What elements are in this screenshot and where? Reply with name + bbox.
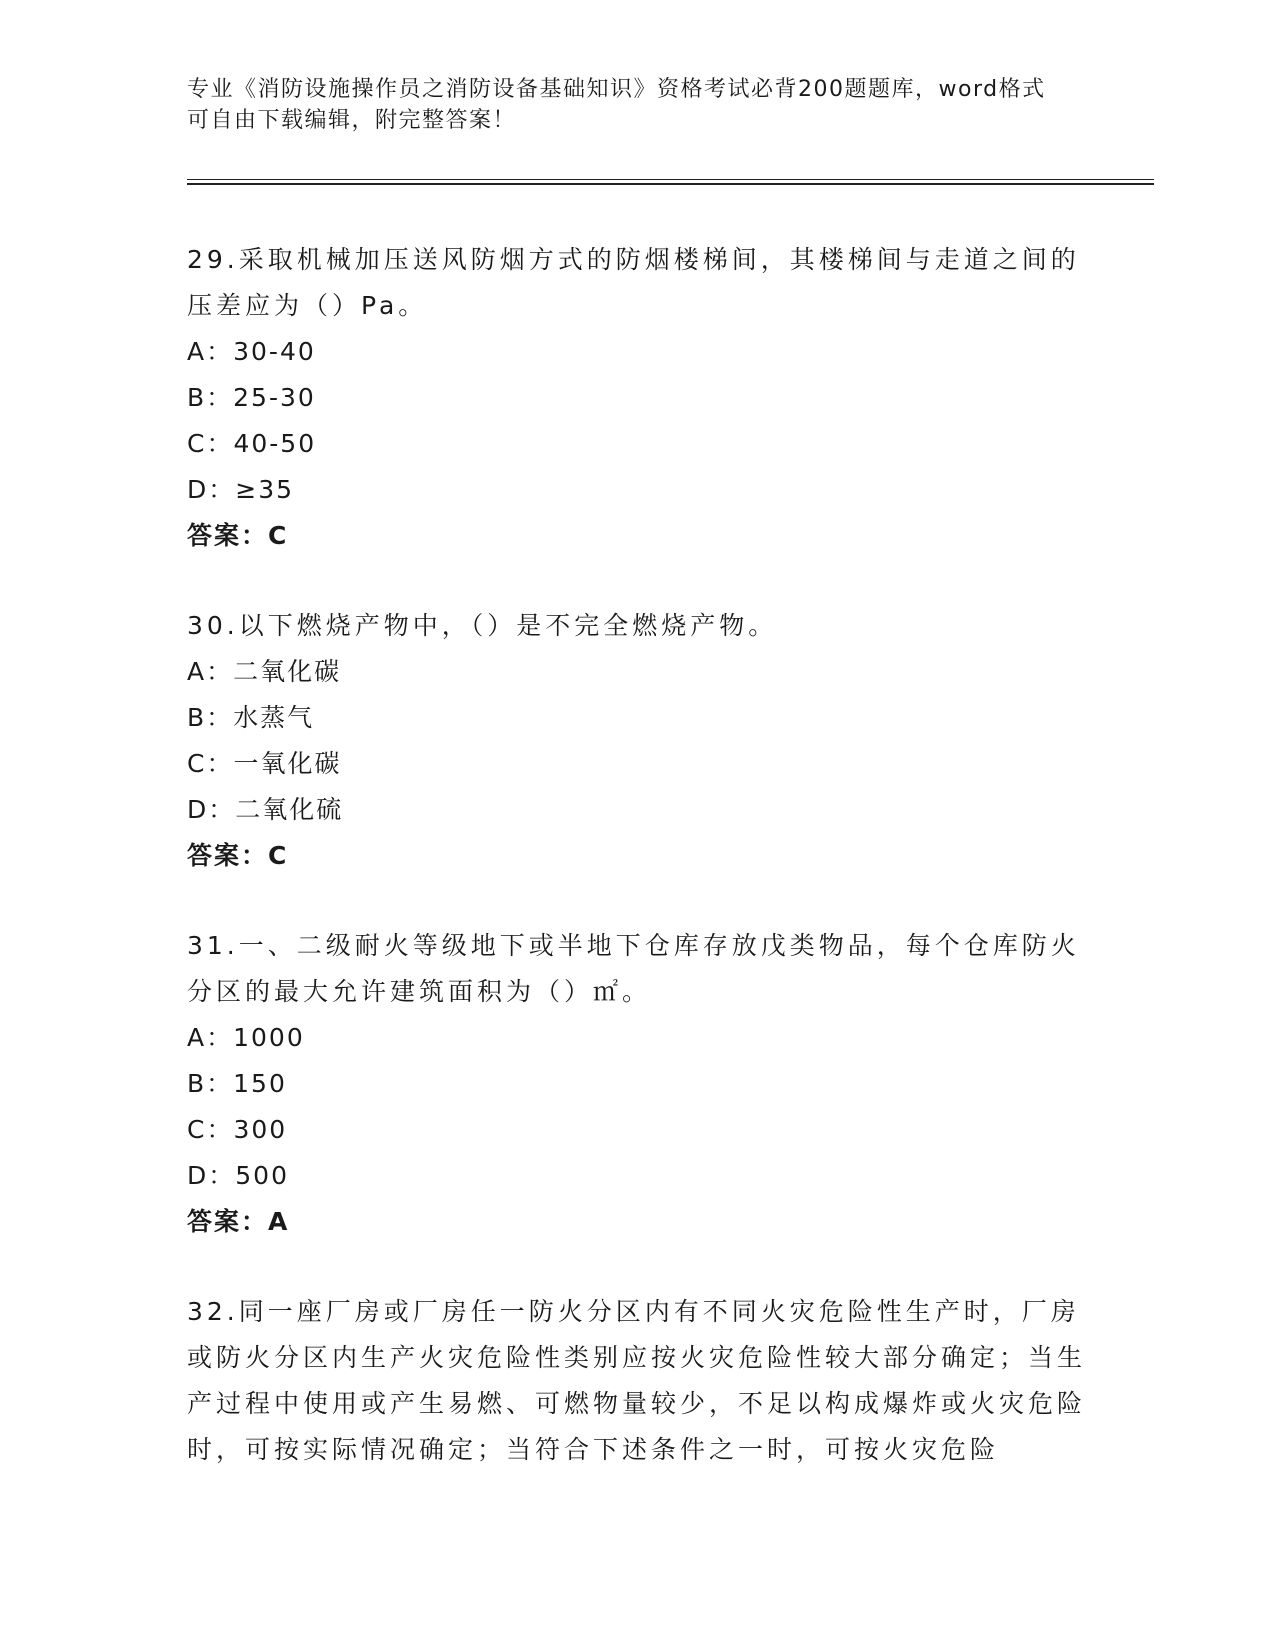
question-stem: 30.以下燃烧产物中，（）是不完全燃烧产物。 [187,611,778,640]
option-letter: A： [187,657,234,686]
option-letter: D： [187,795,236,824]
option-text: 25-30 [233,383,316,412]
option-d [187,1153,1087,1199]
option-c [187,741,1087,787]
option-a [187,329,1087,375]
option-text: 30-40 [233,337,316,366]
option-d [187,467,1087,513]
document-header: 专业《消防设施操作员之消防设备基础知识》资格考试必背200题题库，word格式可自由下载编辑，附完整答案！ [187,77,1046,133]
option-letter: C： [187,749,234,778]
option-text: 500 [235,1161,289,1190]
option-letter: C： [187,429,234,458]
option-c [187,421,1087,467]
option-text: 二氧化碳 [233,657,342,686]
option-text: 300 [233,1115,288,1144]
header-divider-thin [187,179,1154,180]
option-letter: C： [187,1115,234,1144]
option-letter: A： [187,1023,234,1052]
answer-line: 答案：C [187,841,289,870]
question-list [187,237,1087,1517]
question-stem: 32.同一座厂房或厂房任一防火分区内有不同火灾危险性生产时，厂房或防火分区内生产火灾危险性类别应按火灾危险性较大部分确定；当生产过程中使用或产生易燃、可燃物量较少，不足以构成爆炸或火灾危险时，可按实际情况确定；当符合下述条件之一时，可按火灾危险 [187,1297,1087,1464]
option-a [187,649,1087,695]
option-text: 二氧化硫 [235,795,344,824]
option-text: 水蒸气 [233,703,315,732]
question-stem: 29.采取机械加压送风防烟方式的防烟楼梯间，其楼梯间与走道之间的压差应为（）Pa。 [187,245,1080,320]
question-29 [187,237,1087,559]
option-letter: D： [187,1161,236,1190]
option-text: ≥35 [235,475,295,504]
option-text: 40-50 [233,429,317,458]
option-letter: B： [187,703,234,732]
option-letter: B： [187,383,234,412]
answer-line: 答案：C [187,521,289,550]
question-30 [187,603,1087,879]
question-stem: 31.一、二级耐火等级地下或半地下仓库存放戊类物品，每个仓库防火分区的最大允许建筑面积为（）㎡。 [187,931,1080,1006]
question-32 [187,1289,1087,1473]
option-letter: D： [187,475,236,504]
question-31 [187,923,1087,1245]
option-text: 150 [233,1069,287,1098]
option-text: 1000 [233,1023,305,1052]
option-c [187,1107,1087,1153]
answer-line: 答案：A [187,1207,290,1236]
option-letter: A： [187,337,234,366]
option-letter: B： [187,1069,234,1098]
header-divider-thick [187,183,1154,185]
option-d [187,787,1087,833]
option-text: 一氧化碳 [233,749,342,778]
option-b [187,695,1087,741]
option-b [187,1061,1087,1107]
option-a [187,1015,1087,1061]
option-b [187,375,1087,421]
